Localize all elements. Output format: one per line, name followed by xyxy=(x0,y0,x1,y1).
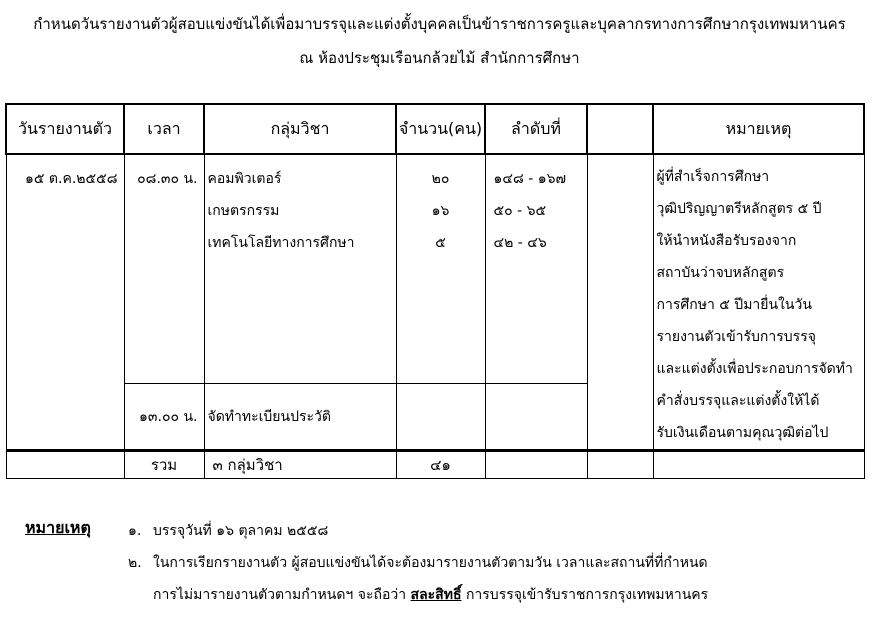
subject-count: ๑๖ xyxy=(431,203,450,219)
col-header-count: จำนวน(คน) xyxy=(396,104,485,154)
empty-cell xyxy=(587,451,653,479)
subject-rank: ๑๔๘ - ๑๖๗ xyxy=(493,171,567,187)
note-line: ให้นำหนังสือรับรองจาก xyxy=(656,233,797,249)
schedule-table xyxy=(5,103,865,479)
note-line: รับเงินเดือนตามคุณวุฒิต่อไป xyxy=(656,425,829,441)
remark-item-2-line-1: ในการเรียกรายงานตัว ผู้สอบแข่งขันได้จะต้องมารายงานตัวตามวัน เวลาและสถานที่ที่กำหนด xyxy=(153,555,708,571)
subject-name: เทคโนโลยีทางการศึกษา xyxy=(207,235,355,251)
total-label: รวม xyxy=(124,451,204,479)
empty-cell xyxy=(485,451,587,479)
date-cell xyxy=(6,154,124,451)
total-count: ๔๑ xyxy=(396,451,485,479)
col-header-time: เวลา xyxy=(124,104,204,154)
col-header-blank xyxy=(587,104,653,154)
col-header-rank: ลำดับที่ xyxy=(485,104,587,154)
remark-number: ๒. xyxy=(128,555,142,571)
remark-item-2-line-2 xyxy=(153,584,708,606)
note-line: รายงานตัวเข้ารับการบรรจุ xyxy=(656,329,816,345)
blank-cell xyxy=(587,154,653,451)
table-header-row xyxy=(6,104,864,154)
count-cell xyxy=(396,154,485,384)
report-date: ๑๕ ต.ค.๒๕๕๘ xyxy=(24,171,118,187)
col-header-note: หมายเหตุ xyxy=(653,104,864,154)
afternoon-task: จัดทำทะเบียนประวัติ xyxy=(204,384,396,451)
note-line: และแต่งตั้งเพื่อประกอบการจัดทำ xyxy=(656,361,853,377)
subject-name: เกษตรกรรม xyxy=(207,203,280,219)
note-line: ผู้ที่สำเร็จการศึกษา xyxy=(656,169,770,185)
subject-cell xyxy=(204,154,396,384)
remarks-heading: หมายเหตุ xyxy=(25,518,91,537)
document-title: กำหนดวันรายงานตัวผู้สอบแข่งขันได้เพื่อมาบรรจุและแต่งตั้งบุคคลเป็นข้าราชการครูและบุคลากรทางการศึกษากรุงเทพมหานคร xyxy=(33,15,846,33)
note-line: สถาบันว่าจบหลักสูตร xyxy=(656,265,785,281)
remark-text: การไม่มารายงานตัวตามกำหนดฯ จะถือว่า xyxy=(153,587,407,603)
col-header-subject: กลุ่มวิชา xyxy=(204,104,396,154)
time-morning: ๐๘.๓๐ น. xyxy=(137,171,198,187)
forfeit-emphasis: สละสิทธิ์ xyxy=(410,587,462,603)
empty-cell xyxy=(6,451,124,479)
subject-count: ๒๐ xyxy=(431,171,450,187)
note-cell xyxy=(653,154,864,451)
empty-cell xyxy=(396,384,485,451)
subject-rank: ๔๒ - ๔๖ xyxy=(493,235,547,251)
total-groups: ๓ กลุ่มวิชา xyxy=(204,451,396,479)
col-header-date: วันรายงานตัว xyxy=(6,104,124,154)
total-row xyxy=(6,451,864,479)
document-subtitle: ณ ห้องประชุมเรือนกล้วยไม้ สำนักการศึกษา xyxy=(299,49,580,67)
remark-text: การบรรจุเข้ารับราชการกรุงเทพมหานคร xyxy=(465,587,709,603)
time-afternoon: ๑๓.๐๐ น. xyxy=(124,384,204,451)
time-cell xyxy=(124,154,204,384)
note-line: การศึกษา ๕ ปีมายื่นในวัน xyxy=(656,297,812,313)
note-line: วุฒิปริญญาตรีหลักสูตร ๕ ปี xyxy=(656,201,822,217)
remark-number: ๑. xyxy=(128,523,142,539)
subject-name: คอมพิวเตอร์ xyxy=(207,171,282,187)
subject-rank: ๕๐ - ๖๕ xyxy=(493,203,547,219)
rank-cell xyxy=(485,154,587,384)
subject-count: ๕ xyxy=(435,235,446,251)
note-line: คำสั่งบรรจุและแต่งตั้งให้ได้ xyxy=(656,393,820,409)
empty-cell xyxy=(653,451,864,479)
table-row xyxy=(6,154,864,384)
empty-cell xyxy=(485,384,587,451)
remark-item-1: บรรจุวันที่ ๑๖ ตุลาคม ๒๕๕๘ xyxy=(153,523,329,539)
